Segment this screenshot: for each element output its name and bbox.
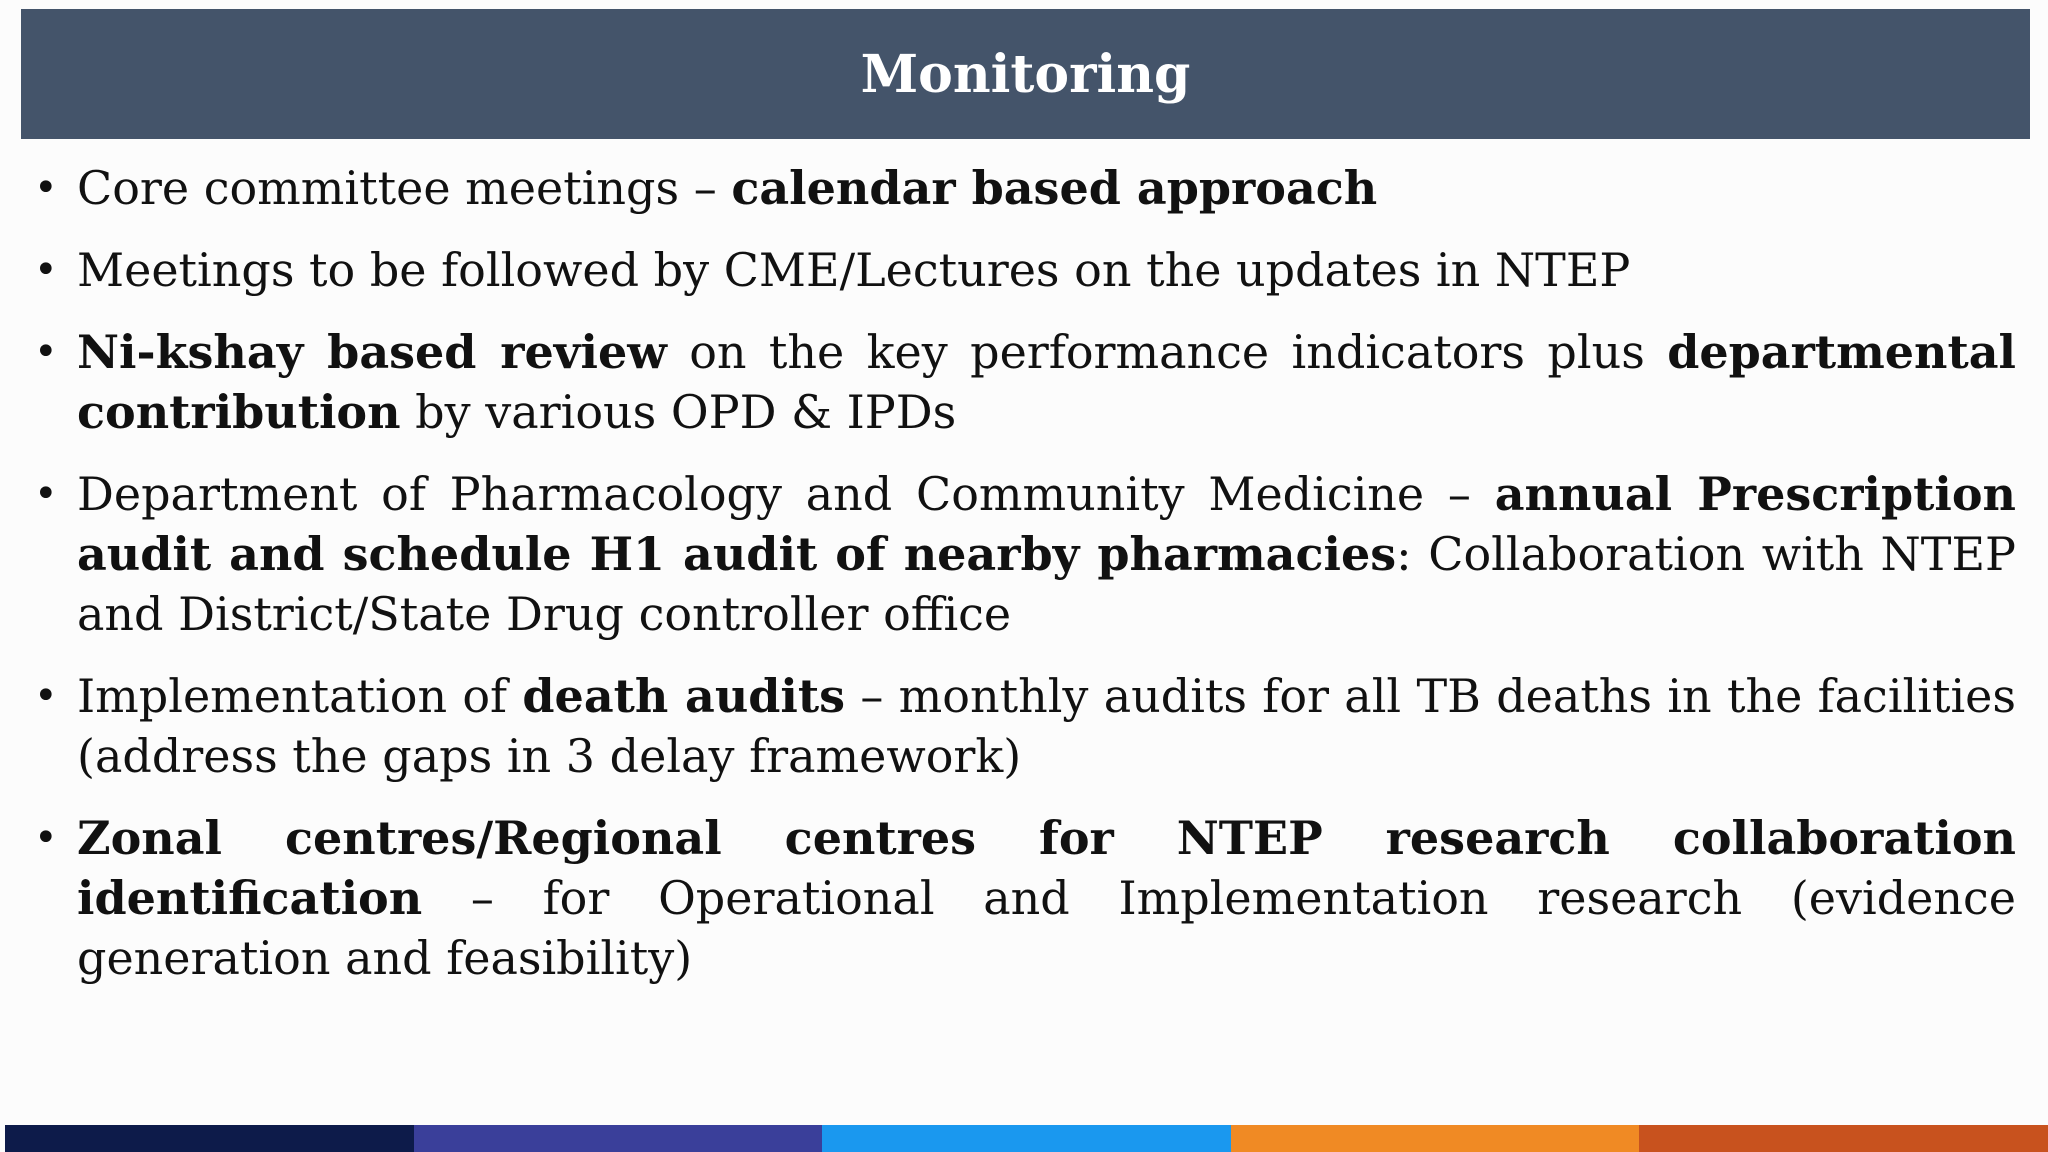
bullet-bold-text: Zonal centres/Regional centres for NTEP research collaboration identification (77, 811, 2016, 925)
bullet-list (34, 158, 2016, 1010)
footer-stripe (1639, 1125, 2048, 1152)
footer-stripe (822, 1125, 1231, 1152)
bullet-bold-text: Ni-kshay based review (77, 325, 667, 379)
bullet-text: – for Operational and Implementation research (evidence generation and feasibility) (77, 871, 2016, 985)
bullet-bold-text: calendar based approach (731, 161, 1378, 215)
bullet-item (34, 808, 2016, 988)
footer-stripe (5, 1125, 414, 1152)
bullet-item (34, 666, 2016, 786)
footer-stripe (414, 1125, 823, 1152)
bullet-item (34, 158, 2016, 218)
bullet-dot-icon: • (34, 471, 58, 517)
bullet-dot-icon: • (34, 247, 58, 293)
bullet-text: Implementation of (77, 669, 523, 723)
bullet-item (34, 322, 2016, 442)
bullet-bold-text: annual Prescription audit and schedule H1 audit of nearby pharmacies (77, 467, 2016, 581)
bullet-text: Core committee meetings – (77, 161, 732, 215)
bullet-text: Meetings to be followed by CME/Lectures on the updates in NTEP (77, 243, 1631, 297)
slide-title: Monitoring (860, 43, 1191, 105)
footer-color-bar (5, 1125, 2048, 1152)
bullet-text: on the key performance indicators plus (666, 325, 1668, 379)
bullet-dot-icon: • (34, 673, 58, 719)
bullet-bold-text: death audits (522, 669, 846, 723)
bullet-item (34, 240, 2016, 300)
bullet-text: : Collaboration with NTEP and District/State Drug controller office (77, 527, 2016, 641)
footer-stripe (1231, 1125, 1640, 1152)
bullet-dot-icon: • (34, 815, 58, 861)
bullet-bold-text: departmental contribution (77, 325, 2016, 439)
bullet-text: by various OPD & IPDs (400, 385, 957, 439)
bullet-text: Department of Pharmacology and Community Medicine – (77, 467, 1495, 521)
bullet-dot-icon: • (34, 165, 58, 211)
bullet-text: – monthly audits for all TB deaths in the facilities (address the gaps in 3 delay framework) (77, 669, 2016, 783)
bullet-dot-icon: • (34, 329, 58, 375)
bullet-item (34, 464, 2016, 644)
title-bar (21, 9, 2030, 139)
